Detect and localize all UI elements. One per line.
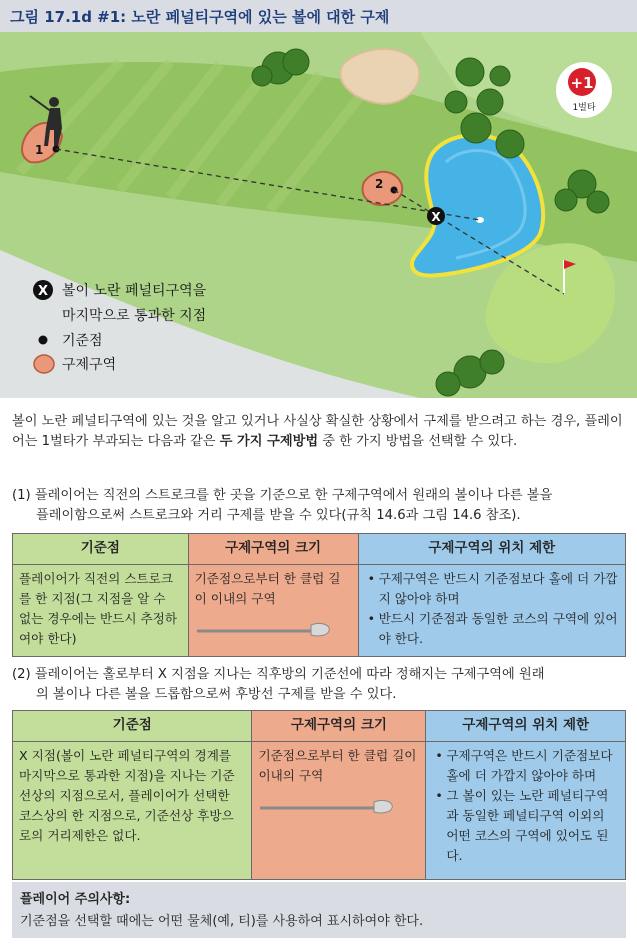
- reference-point-legend-icon: [32, 329, 54, 351]
- option-2-header-limits: 구제구역의 위치 제한: [426, 711, 626, 742]
- option-2-size: 기준점으로부터 한 클럽 길이 이내의 구역: [258, 748, 417, 783]
- option-2-size-cell: [252, 742, 426, 880]
- intro-text-1: 볼이 노란 페널티구역에 있는 것을 알고 있거나 사실상 확실한 상황에서 구제를 받으려고 하는 경우, 플레이어는 1벌타가 부과되는 다음과 같은: [12, 414, 623, 449]
- marker-1: 1: [35, 143, 44, 157]
- option-1-size: 기준점으로부터 한 클럽 길이 이내의 구역: [194, 571, 341, 606]
- x-point-legend-icon: [32, 279, 54, 301]
- player-note: [12, 882, 626, 938]
- legend-reference-label: 기준점: [62, 333, 103, 349]
- option-2-limit-1: • 구제구역은 반드시 기준점보다 홀에 더 가깝지 않아야 하며: [446, 746, 619, 786]
- option-2-text: [12, 665, 626, 705]
- svg-text:X: X: [37, 284, 49, 299]
- legend-x-line2: 마지막으로 통과한 지점: [62, 308, 207, 324]
- relief-area-legend-icon: [32, 353, 56, 375]
- page-title: 그림 17.1d #1: 노란 페널티구역에 있는 볼에 대한 구제: [10, 8, 390, 26]
- marker-2: 2: [375, 177, 384, 191]
- option-2-limit-2: • 그 볼이 있는 노란 페널티구역과 동일한 페널티구역 이외의 어떤 코스의 구역에 있어도 된다.: [446, 786, 619, 866]
- option-1-table: [12, 533, 626, 657]
- option-2-table: [12, 710, 626, 880]
- option-2-header-size: 구제구역의 크기: [252, 711, 426, 742]
- note-heading: 플레이어 주의사항:: [20, 892, 131, 907]
- option-1-limits: [358, 565, 625, 657]
- penalty-badge-label: 1벌타: [572, 103, 596, 113]
- option-1-size-cell: [188, 565, 358, 657]
- intro-bold: 두 가지 구제방법: [219, 434, 319, 449]
- marker-x: X: [431, 210, 441, 224]
- option-1-header-reference: 기준점: [13, 534, 189, 565]
- note-body: 기준점을 선택할 때에는 어떤 물체(예, 티)를 사용하여 표시하여야 한다.: [20, 914, 424, 929]
- club-icon: [195, 617, 335, 637]
- penalty-badge-value: +1: [570, 74, 594, 92]
- intro-paragraph: [12, 412, 626, 452]
- option-2-header-reference: 기준점: [13, 711, 252, 742]
- option-1-limit-2: • 반드시 기준점과 동일한 코스의 구역에 있어야 한다.: [379, 609, 619, 649]
- option-1-text: [12, 486, 626, 526]
- option-2-reference: X 지점(볼이 노란 페널티구역의 경계를 마지막으로 통과한 지점)을 지나는 기준선상의 지점으로서, 플레이어가 선택한 코스상의 한 지점으로, 기준선상 후방으로의 거리제한은 없다.: [13, 742, 252, 880]
- option-1-line2: 플레이함으로써 스트로크와 거리 구제를 받을 수 있다(규칙 14.6과 그림 14.6 참조).: [36, 508, 521, 523]
- option-1-header-limits: 구제구역의 위치 제한: [358, 534, 625, 565]
- title-bar: [0, 0, 637, 32]
- option-2-line2: 의 볼이나 다른 볼을 드롭함으로써 후방선 구제를 받을 수 있다.: [36, 687, 397, 702]
- option-1-reference: 플레이어가 직전의 스트로크를 한 지점(그 지점을 알 수 없는 경우에는 반드시 추정하여야 한다): [13, 565, 189, 657]
- legend-x-line1: 볼이 노란 페널티구역을: [62, 283, 207, 299]
- club-icon: [258, 794, 398, 814]
- option-1-line1: (1) 플레이어는 직전의 스트로크를 한 곳을 기준으로 한 구제구역에서 원래의 볼이나 다른 볼을: [12, 488, 553, 503]
- legend-area-label: 구제구역: [62, 357, 117, 373]
- option-1-limit-1: • 구제구역은 반드시 기준점보다 홀에 더 가깝지 않아야 하며: [379, 569, 619, 609]
- option-1-header-size: 구제구역의 크기: [188, 534, 358, 565]
- option-2-line1: (2) 플레이어는 홀로부터 X 지점을 지나는 직후방의 기준선에 따라 정해지는 구제구역에 원래: [12, 667, 545, 682]
- intro-text-2: 중 한 가지 방법을 선택할 수 있다.: [318, 434, 518, 449]
- option-2-limits: [426, 742, 626, 880]
